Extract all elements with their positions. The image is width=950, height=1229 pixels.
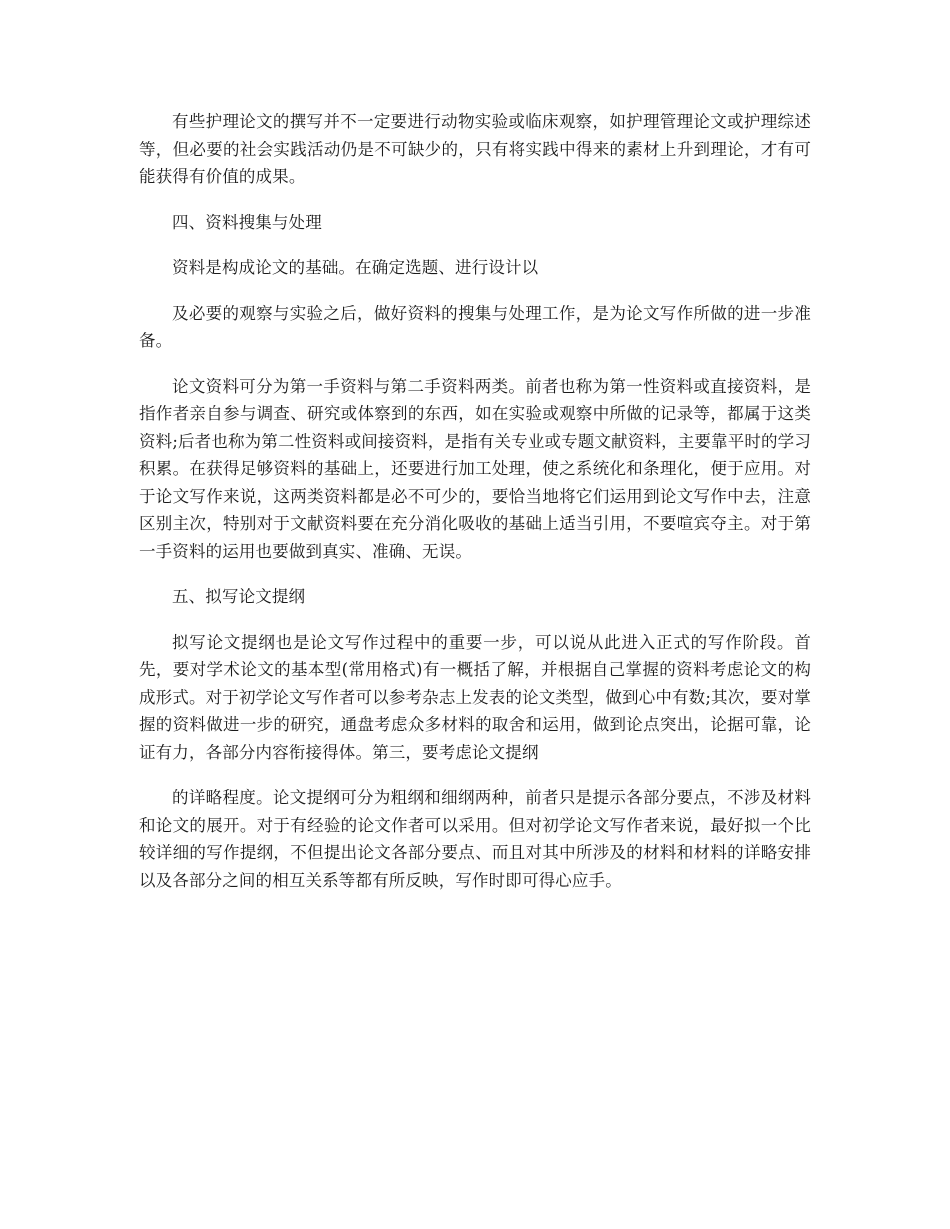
paragraph-outline: 拟写论文提纲也是论文写作过程中的重要一步，可以说从此进入正式的写作阶段。首先，要对学术论文的基本型(常用格式)有一概括了解，并根据自己掌握的资料考虑论文的构成形式。对于初学论文写作者可以参考杂志上发表的论文类型，做到心中有数;其次，要对掌握的资料做进一步的研究，通盘考虑众多材料的取舍和运用，做到论点突出，论据可靠，论证有力，各部分内容衔接得体。第三，要考虑论文提纲	[139, 632, 811, 762]
section-heading-4: 四、资料搜集与处理	[172, 212, 322, 232]
paragraph-materials-intro: 资料是构成论文的基础。在确定选题、进行设计以	[172, 258, 539, 277]
paragraph-materials-prep: 及必要的观察与实验之后，做好资料的搜集与处理工作，是为论文写作所做的进一步准备。	[139, 303, 811, 350]
section-heading-5: 五、拟写论文提纲	[172, 587, 306, 606]
paragraph-practice: 有些护理论文的撰写并不一定要进行动物实验或临床观察，如护理管理论文或护理综述等，但必要的社会实践活动仍是不可缺少的，只有将实践中得来的素材上升到理论，才有可能获得有价值的成果。	[139, 112, 811, 186]
document-page	[139, 108, 811, 912]
paragraph-materials-types: 论文资料可分为第一手资料与第二手资料两类。前者也称为第一性资料或直接资料，是指作者亲自参与调查、研究或体察到的东西，如在实验或观察中所做的记录等，都属于这类资料;后者也称为第二性资料或间接资料，是指有关专业或专题文献资料，主要靠平时的学习积累。在获得足够资料的基础上，还要进行加工处理，使之系统化和条理化，便于应用。对于论文写作来说，这两类资料都是必不可少的，要恰当地将它们运用到论文写作中去，注意区别主次，特别对于文献资料要在充分消化吸收的基础上适当引用，不要喧宾夺主。对于第一手资料的运用也要做到真实、准确、无误。	[139, 376, 811, 561]
paragraph-outline-detail: 的详略程度。论文提纲可分为粗纲和细纲两种，前者只是提示各部分要点，不涉及材料和论文的展开。对于有经验的论文作者可以采用。但对初学论文写作者来说，最好拟一个比较详细的写作提纲，不但提出论文各部分要点、而且对其中所涉及的材料和材料的详略安排以及各部分之间的相互关系等都有所反映，写作时即可得心应手。	[139, 788, 811, 890]
